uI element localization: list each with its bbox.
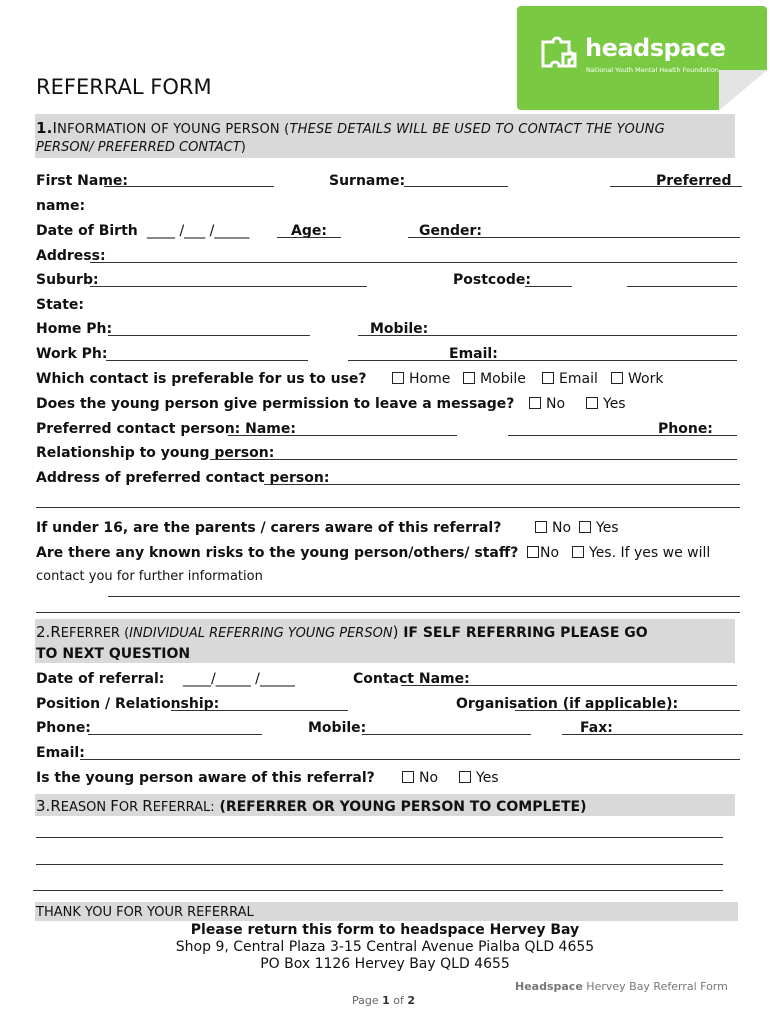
headspace-puzzle-icon	[539, 36, 581, 76]
referrer-mobile-field[interactable]	[362, 734, 531, 735]
under-16-no-option[interactable]: No	[535, 519, 571, 537]
section-1-title-rest: NFORMATION OF YOUNG PERSON (	[57, 122, 290, 137]
gender-label: Gender:	[419, 223, 482, 239]
section-3-note: (REFERRER OR YOUNG PERSON TO COMPLETE)	[219, 799, 587, 815]
work-ph-field[interactable]	[106, 360, 308, 361]
contact-name-label: Contact Name:	[353, 671, 470, 687]
thank-you-text: THANK YOU FOR YOUR REFERRAL	[36, 905, 254, 920]
dob-field[interactable]: ____ /___ /_____	[147, 223, 250, 239]
organisation-field[interactable]	[515, 710, 740, 711]
referrer-phone-label: Phone:	[36, 720, 91, 736]
preferred-contact-name-label: Preferred contact person: Name:	[36, 421, 296, 437]
preferred-contact-phone-label: Phone:	[658, 421, 713, 437]
gender-field[interactable]	[408, 237, 740, 238]
return-address-line-2: PO Box 1126 Hervey Bay QLD 4655	[260, 956, 510, 972]
section-1-title-italic-2: PERSON/ PREFERRED CONTACT	[36, 140, 241, 155]
date-of-referral-label: Date of referral:	[36, 671, 165, 687]
risks-details-field-2[interactable]	[36, 612, 740, 613]
checkbox-icon	[611, 372, 623, 384]
email-field[interactable]	[348, 360, 737, 361]
section-2-title-line1: 2.REFERRER (INDIVIDUAL REFERRING YOUNG PERSON) IF SELF REFERRING PLEASE GO	[36, 623, 648, 641]
under-16-yes-option[interactable]: Yes	[579, 519, 619, 537]
reason-line-2[interactable]	[36, 864, 723, 865]
dob-label: Date of Birth	[36, 223, 138, 239]
contact-name-field[interactable]	[401, 685, 737, 686]
home-ph-field[interactable]	[108, 335, 310, 336]
name-label: name:	[36, 198, 86, 214]
under-16-question: If under 16, are the parents / carers aware of this referral?	[36, 520, 502, 536]
checkbox-icon	[392, 372, 404, 384]
referrer-fax-field[interactable]	[562, 734, 743, 735]
preferred-contact-address-label: Address of preferred contact person:	[36, 470, 330, 486]
checkbox-icon	[579, 521, 591, 533]
postcode-field[interactable]	[525, 286, 572, 287]
age-label: Age:	[291, 223, 327, 239]
preferable-contact-question: Which contact is preferable for us to use?	[36, 371, 367, 387]
section-1-title-first: I	[52, 119, 58, 137]
logo-tagline: National Youth Mental Health Foundation	[586, 66, 719, 74]
referrer-phone-field[interactable]	[88, 734, 262, 735]
preferable-work-option[interactable]: Work	[611, 370, 663, 388]
page-number: Page 1 of 2	[352, 994, 416, 1007]
referrer-email-field[interactable]	[80, 759, 740, 760]
checkbox-icon	[463, 372, 475, 384]
checkbox-icon	[535, 521, 547, 533]
section-1-title-close: )	[240, 140, 246, 155]
position-label: Position / Relationship:	[36, 696, 220, 712]
home-ph-label: Home Ph:	[36, 321, 113, 337]
preferred-contact-address-field[interactable]	[264, 484, 740, 485]
preferable-mobile-option[interactable]: Mobile	[463, 370, 526, 388]
section-3-title: 3.REASON FOR REFERRAL: (REFERRER OR YOUNG PERSON TO COMPLETE)	[36, 797, 587, 815]
address-field[interactable]	[90, 262, 737, 263]
relationship-field[interactable]	[210, 459, 737, 460]
suburb-field[interactable]	[90, 286, 367, 287]
checkbox-icon	[459, 771, 471, 783]
date-of-referral-field[interactable]: ____/_____ /_____	[183, 671, 295, 687]
referrer-email-label: Email:	[36, 745, 85, 761]
preferable-home-option[interactable]: Home	[392, 370, 450, 388]
risks-details-field[interactable]	[108, 596, 740, 597]
message-no-option[interactable]: No	[529, 395, 565, 413]
state-label: State:	[36, 297, 85, 313]
mobile-field[interactable]	[358, 335, 737, 336]
section-3-number: 3.	[36, 797, 51, 815]
logo-brand: headspace	[585, 34, 726, 62]
aware-question: Is the young person aware of this referral?	[36, 770, 375, 786]
aware-no-option[interactable]: No	[402, 769, 438, 787]
section-2-number: 2.	[36, 623, 51, 641]
first-name-field[interactable]	[104, 186, 274, 187]
referrer-fax-label: Fax:	[580, 720, 613, 736]
preferred-contact-name-field[interactable]	[228, 435, 457, 436]
checkbox-icon	[527, 546, 539, 558]
message-permission-question: Does the young person give permission to leave a message?	[36, 396, 515, 412]
form-title: REFERRAL FORM	[36, 75, 212, 99]
aware-yes-option[interactable]: Yes	[459, 769, 499, 787]
section-1-title-italic: THESE DETAILS WILL BE USED TO CONTACT THE YOUNG	[289, 122, 665, 137]
section-1-title-line1	[36, 118, 665, 140]
risks-question: Are there any known risks to the young person/others/ staff?	[36, 545, 519, 561]
surname-field[interactable]	[404, 186, 508, 187]
headspace-logo	[517, 6, 767, 110]
message-yes-option[interactable]: Yes	[586, 395, 626, 413]
footer-brand	[515, 980, 728, 994]
risks-no-option[interactable]: No	[527, 544, 559, 562]
checkbox-icon	[402, 771, 414, 783]
footer-brand-rest: Hervey Bay Referral Form	[586, 980, 728, 993]
checkbox-icon	[572, 546, 584, 558]
organisation-label: Organisation (if applicable):	[456, 696, 679, 712]
return-address-line-1: Shop 9, Central Plaza 3-15 Central Avenue Pialba QLD 4655	[175, 939, 595, 955]
mobile-label: Mobile:	[370, 321, 429, 337]
logo-page-curl-cut	[719, 70, 767, 110]
email-label: Email:	[449, 346, 498, 362]
preferred-label: Preferred	[656, 173, 732, 189]
position-field[interactable]	[171, 710, 348, 711]
section-1-title-line2	[36, 139, 246, 156]
preferable-email-option[interactable]: Email	[542, 370, 598, 388]
address-label: Address:	[36, 248, 106, 264]
risks-yes-option[interactable]: Yes. If yes we will	[572, 544, 710, 562]
section-1-number: 1.	[36, 119, 53, 137]
preferred-contact-address-field-2[interactable]	[36, 507, 740, 508]
section-2-title-line2: TO NEXT QUESTION	[36, 646, 191, 662]
referrer-mobile-label: Mobile:	[308, 720, 367, 736]
reason-line-1[interactable]	[36, 837, 723, 838]
checkbox-icon	[529, 397, 541, 409]
reason-line-3[interactable]	[33, 890, 723, 891]
checkbox-icon	[542, 372, 554, 384]
first-name-label: First Name:	[36, 173, 129, 189]
section-2-self-referral-note: IF SELF REFERRING PLEASE GO	[403, 625, 648, 641]
postcode-label: Postcode:	[453, 272, 531, 288]
age-field[interactable]	[277, 237, 341, 238]
suburb-label: Suburb:	[36, 272, 99, 288]
return-instructions: Please return this form to headspace Hervey Bay	[190, 922, 580, 938]
relationship-label: Relationship to young person:	[36, 445, 275, 461]
work-ph-label: Work Ph:	[36, 346, 108, 362]
extra-field[interactable]	[627, 286, 737, 287]
risks-continuation: contact you for further information	[36, 569, 263, 584]
footer-brand-bold: Headspace	[515, 980, 583, 993]
checkbox-icon	[586, 397, 598, 409]
surname-label: Surname:	[329, 173, 406, 189]
